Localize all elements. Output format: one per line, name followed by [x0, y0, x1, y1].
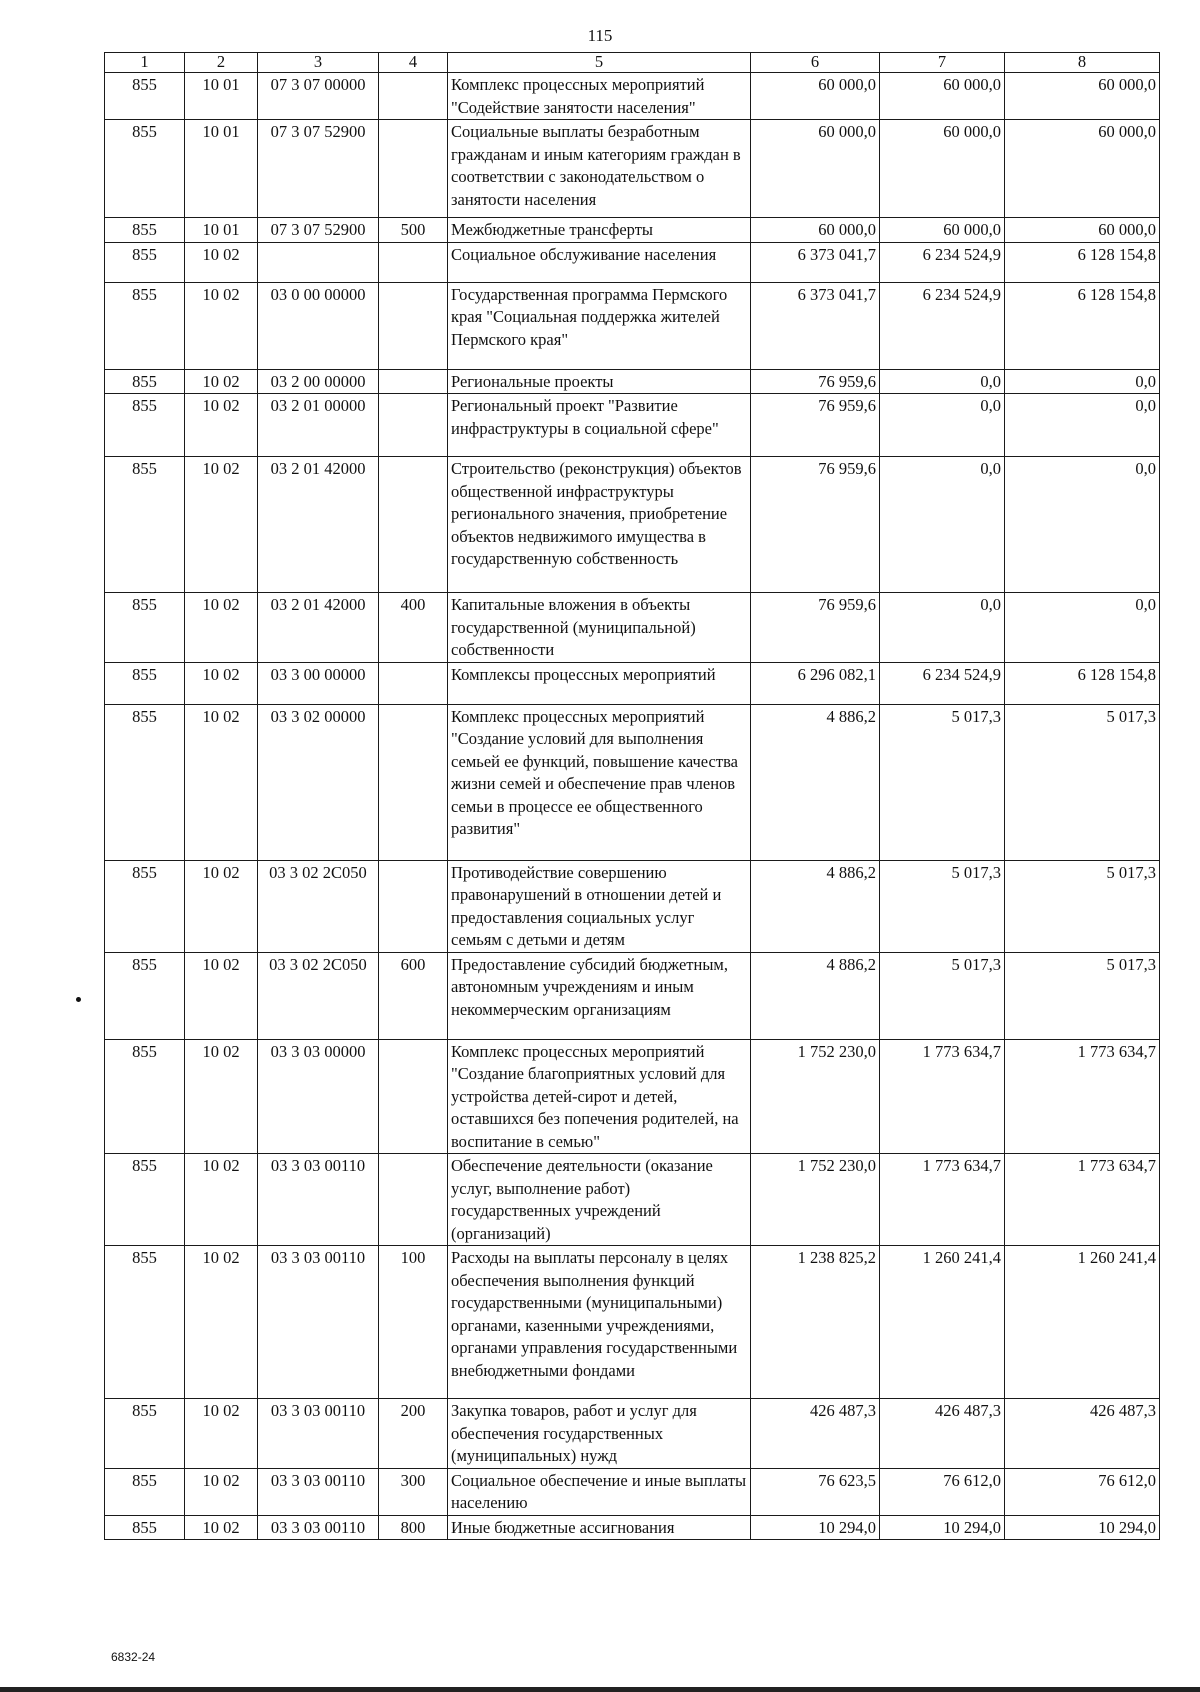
cell-section-code: 10 02 [185, 1039, 258, 1154]
cell-amount-year-2: 76 612,0 [880, 1468, 1005, 1515]
table-row [105, 952, 1160, 1039]
cell-amount-year-1: 76 623,5 [751, 1468, 880, 1515]
cell-target-article: 03 3 00 00000 [258, 662, 379, 704]
cell-description: Противодействие совершению правонарушений в отношении детей и предоставления социальных услуг семьям с детьми и детям [448, 860, 751, 952]
cell-expense-type [379, 662, 448, 704]
cell-amount-year-2: 0,0 [880, 457, 1005, 593]
cell-ministry-code: 855 [105, 218, 185, 243]
cell-description: Капитальные вложения в объекты государственной (муниципальной) собственности [448, 593, 751, 663]
cell-expense-type [379, 704, 448, 860]
cell-expense-type [379, 860, 448, 952]
cell-amount-year-2: 1 773 634,7 [880, 1154, 1005, 1246]
cell-amount-year-1: 76 959,6 [751, 457, 880, 593]
column-header: 8 [1005, 53, 1160, 73]
cell-section-code: 10 02 [185, 1246, 258, 1399]
cell-expense-type: 100 [379, 1246, 448, 1399]
cell-ministry-code: 855 [105, 662, 185, 704]
cell-amount-year-2: 426 487,3 [880, 1399, 1005, 1469]
cell-ministry-code: 855 [105, 1399, 185, 1469]
cell-description: Социальное обслуживание населения [448, 242, 751, 282]
table-row [105, 1468, 1160, 1515]
table-row [105, 1039, 1160, 1154]
cell-amount-year-2: 0,0 [880, 369, 1005, 394]
cell-ministry-code: 855 [105, 1039, 185, 1154]
cell-description: Социальное обеспечение и иные выплаты населению [448, 1468, 751, 1515]
table-row [105, 860, 1160, 952]
cell-amount-year-3: 6 128 154,8 [1005, 242, 1160, 282]
cell-ministry-code: 855 [105, 369, 185, 394]
column-header: 2 [185, 53, 258, 73]
document-code: 6832-24 [111, 1650, 156, 1664]
cell-target-article: 03 0 00 00000 [258, 282, 379, 369]
cell-amount-year-3: 60 000,0 [1005, 120, 1160, 218]
cell-expense-type: 200 [379, 1399, 448, 1469]
cell-ministry-code: 855 [105, 457, 185, 593]
cell-description: Региональные проекты [448, 369, 751, 394]
cell-target-article: 07 3 07 52900 [258, 120, 379, 218]
cell-amount-year-3: 60 000,0 [1005, 73, 1160, 120]
cell-target-article: 03 2 01 42000 [258, 457, 379, 593]
cell-amount-year-3: 1 773 634,7 [1005, 1154, 1160, 1246]
cell-section-code: 10 02 [185, 1154, 258, 1246]
cell-section-code: 10 02 [185, 394, 258, 457]
cell-amount-year-1: 76 959,6 [751, 369, 880, 394]
cell-ministry-code: 855 [105, 593, 185, 663]
cell-amount-year-1: 4 886,2 [751, 860, 880, 952]
cell-expense-type [379, 1039, 448, 1154]
cell-target-article [258, 242, 379, 282]
cell-ministry-code: 855 [105, 282, 185, 369]
cell-section-code: 10 02 [185, 242, 258, 282]
page-number: 115 [587, 26, 613, 45]
cell-amount-year-2: 60 000,0 [880, 73, 1005, 120]
cell-ministry-code: 855 [105, 860, 185, 952]
cell-amount-year-1: 60 000,0 [751, 120, 880, 218]
cell-ministry-code: 855 [105, 73, 185, 120]
cell-amount-year-1: 1 752 230,0 [751, 1154, 880, 1246]
cell-amount-year-1: 1 238 825,2 [751, 1246, 880, 1399]
cell-amount-year-3: 76 612,0 [1005, 1468, 1160, 1515]
cell-description: Комплекс процессных мероприятий "Создание условий для выполнения семьей ее функций, повышение качества жизни семей и обеспечение прав членов семьи в процессе ее общественного развития" [448, 704, 751, 860]
cell-target-article: 03 3 03 00110 [258, 1154, 379, 1246]
table-row [105, 73, 1160, 120]
cell-ministry-code: 855 [105, 1468, 185, 1515]
cell-amount-year-2: 0,0 [880, 593, 1005, 663]
cell-expense-type: 300 [379, 1468, 448, 1515]
cell-amount-year-3: 60 000,0 [1005, 218, 1160, 243]
cell-amount-year-1: 60 000,0 [751, 73, 880, 120]
table-row [105, 1399, 1160, 1469]
cell-target-article: 07 3 07 52900 [258, 218, 379, 243]
cell-amount-year-1: 76 959,6 [751, 394, 880, 457]
cell-ministry-code: 855 [105, 952, 185, 1039]
table-body [105, 73, 1160, 1540]
table-row [105, 1515, 1160, 1540]
table-row [105, 593, 1160, 663]
cell-amount-year-3: 6 128 154,8 [1005, 662, 1160, 704]
table-row [105, 282, 1160, 369]
cell-amount-year-1: 6 296 082,1 [751, 662, 880, 704]
cell-description: Государственная программа Пермского края "Социальная поддержка жителей Пермского края" [448, 282, 751, 369]
cell-amount-year-1: 1 752 230,0 [751, 1039, 880, 1154]
cell-target-article: 03 2 00 00000 [258, 369, 379, 394]
cell-expense-type: 600 [379, 952, 448, 1039]
cell-description: Закупка товаров, работ и услуг для обеспечения государственных (муниципальных) нужд [448, 1399, 751, 1469]
cell-amount-year-3: 426 487,3 [1005, 1399, 1160, 1469]
cell-ministry-code: 855 [105, 394, 185, 457]
cell-section-code: 10 01 [185, 120, 258, 218]
cell-amount-year-2: 6 234 524,9 [880, 282, 1005, 369]
cell-amount-year-1: 6 373 041,7 [751, 282, 880, 369]
table-row [105, 218, 1160, 243]
column-header: 4 [379, 53, 448, 73]
table-row [105, 457, 1160, 593]
cell-amount-year-2: 0,0 [880, 394, 1005, 457]
cell-target-article: 07 3 07 00000 [258, 73, 379, 120]
cell-expense-type [379, 282, 448, 369]
cell-description: Расходы на выплаты персоналу в целях обеспечения выполнения функций государственными (муниципальными) органами, казенными учреждениями, органами управления государственными внебюджетными фондами [448, 1246, 751, 1399]
table-row [105, 704, 1160, 860]
cell-amount-year-2: 60 000,0 [880, 120, 1005, 218]
cell-expense-type [379, 73, 448, 120]
cell-amount-year-2: 1 773 634,7 [880, 1039, 1005, 1154]
cell-section-code: 10 02 [185, 593, 258, 663]
cell-section-code: 10 01 [185, 73, 258, 120]
cell-section-code: 10 02 [185, 282, 258, 369]
cell-section-code: 10 02 [185, 662, 258, 704]
cell-ministry-code: 855 [105, 1154, 185, 1246]
cell-amount-year-3: 0,0 [1005, 593, 1160, 663]
table-row [105, 662, 1160, 704]
cell-amount-year-2: 60 000,0 [880, 218, 1005, 243]
cell-amount-year-1: 426 487,3 [751, 1399, 880, 1469]
table-row [105, 1246, 1160, 1399]
cell-target-article: 03 3 02 2С050 [258, 860, 379, 952]
cell-amount-year-2: 1 260 241,4 [880, 1246, 1005, 1399]
cell-amount-year-3: 10 294,0 [1005, 1515, 1160, 1540]
table-row [105, 369, 1160, 394]
cell-description: Комплексы процессных мероприятий [448, 662, 751, 704]
cell-target-article: 03 3 03 00000 [258, 1039, 379, 1154]
cell-target-article: 03 3 02 00000 [258, 704, 379, 860]
cell-section-code: 10 02 [185, 1399, 258, 1469]
cell-amount-year-3: 5 017,3 [1005, 704, 1160, 860]
table-header-row [105, 53, 1160, 73]
cell-description: Строительство (реконструкция) объектов общественной инфраструктуры регионального значения, приобретение объектов недвижимого имущества в государственную собственность [448, 457, 751, 593]
cell-description: Социальные выплаты безработным гражданам и иным категориям граждан в соответствии с законодательством о занятости населения [448, 120, 751, 218]
cell-section-code: 10 02 [185, 457, 258, 593]
cell-ministry-code: 855 [105, 704, 185, 860]
cell-target-article: 03 3 03 00110 [258, 1468, 379, 1515]
cell-target-article: 03 3 03 00110 [258, 1515, 379, 1540]
cell-section-code: 10 02 [185, 860, 258, 952]
cell-amount-year-1: 76 959,6 [751, 593, 880, 663]
cell-expense-type [379, 120, 448, 218]
cell-expense-type: 800 [379, 1515, 448, 1540]
cell-target-article: 03 3 03 00110 [258, 1399, 379, 1469]
cell-target-article: 03 3 03 00110 [258, 1246, 379, 1399]
cell-section-code: 10 02 [185, 952, 258, 1039]
margin-dot [76, 997, 81, 1002]
cell-amount-year-3: 1 260 241,4 [1005, 1246, 1160, 1399]
cell-expense-type: 500 [379, 218, 448, 243]
cell-description: Комплекс процессных мероприятий "Создание благоприятных условий для устройства детей-сирот и детей, оставшихся без попечения родителей, на воспитание в семью" [448, 1039, 751, 1154]
table-row [105, 394, 1160, 457]
cell-section-code: 10 02 [185, 704, 258, 860]
cell-target-article: 03 2 01 42000 [258, 593, 379, 663]
cell-ministry-code: 855 [105, 242, 185, 282]
cell-amount-year-2: 10 294,0 [880, 1515, 1005, 1540]
cell-expense-type [379, 369, 448, 394]
cell-description: Иные бюджетные ассигнования [448, 1515, 751, 1540]
bottom-edge [0, 1687, 1200, 1692]
cell-amount-year-1: 10 294,0 [751, 1515, 880, 1540]
cell-amount-year-2: 5 017,3 [880, 952, 1005, 1039]
cell-amount-year-3: 0,0 [1005, 394, 1160, 457]
cell-amount-year-3: 0,0 [1005, 457, 1160, 593]
column-header: 1 [105, 53, 185, 73]
cell-expense-type [379, 457, 448, 593]
cell-ministry-code: 855 [105, 1515, 185, 1540]
table-row [105, 1154, 1160, 1246]
cell-expense-type: 400 [379, 593, 448, 663]
cell-amount-year-1: 6 373 041,7 [751, 242, 880, 282]
cell-expense-type [379, 242, 448, 282]
cell-amount-year-3: 6 128 154,8 [1005, 282, 1160, 369]
cell-amount-year-3: 5 017,3 [1005, 952, 1160, 1039]
cell-amount-year-1: 60 000,0 [751, 218, 880, 243]
cell-amount-year-2: 6 234 524,9 [880, 242, 1005, 282]
column-header: 7 [880, 53, 1005, 73]
cell-expense-type [379, 394, 448, 457]
cell-section-code: 10 02 [185, 369, 258, 394]
column-header: 3 [258, 53, 379, 73]
cell-target-article: 03 2 01 00000 [258, 394, 379, 457]
cell-expense-type [379, 1154, 448, 1246]
column-header: 6 [751, 53, 880, 73]
cell-section-code: 10 02 [185, 1468, 258, 1515]
cell-amount-year-1: 4 886,2 [751, 704, 880, 860]
column-header: 5 [448, 53, 751, 73]
cell-section-code: 10 01 [185, 218, 258, 243]
cell-amount-year-3: 5 017,3 [1005, 860, 1160, 952]
cell-target-article: 03 3 02 2С050 [258, 952, 379, 1039]
cell-description: Межбюджетные трансферты [448, 218, 751, 243]
cell-section-code: 10 02 [185, 1515, 258, 1540]
cell-amount-year-1: 4 886,2 [751, 952, 880, 1039]
table-row [105, 242, 1160, 282]
cell-amount-year-2: 6 234 524,9 [880, 662, 1005, 704]
cell-description: Обеспечение деятельности (оказание услуг, выполнение работ) государственных учреждений (организаций) [448, 1154, 751, 1246]
cell-description: Комплекс процессных мероприятий "Содействие занятости населения" [448, 73, 751, 120]
cell-description: Предоставление субсидий бюджетным, автономным учреждениям и иным некоммерческим организациям [448, 952, 751, 1039]
cell-ministry-code: 855 [105, 1246, 185, 1399]
budget-table [104, 52, 1160, 1540]
cell-description: Региональный проект "Развитие инфраструктуры в социальной сфере" [448, 394, 751, 457]
cell-ministry-code: 855 [105, 120, 185, 218]
cell-amount-year-3: 0,0 [1005, 369, 1160, 394]
cell-amount-year-2: 5 017,3 [880, 860, 1005, 952]
cell-amount-year-2: 5 017,3 [880, 704, 1005, 860]
cell-amount-year-3: 1 773 634,7 [1005, 1039, 1160, 1154]
table-row [105, 120, 1160, 218]
